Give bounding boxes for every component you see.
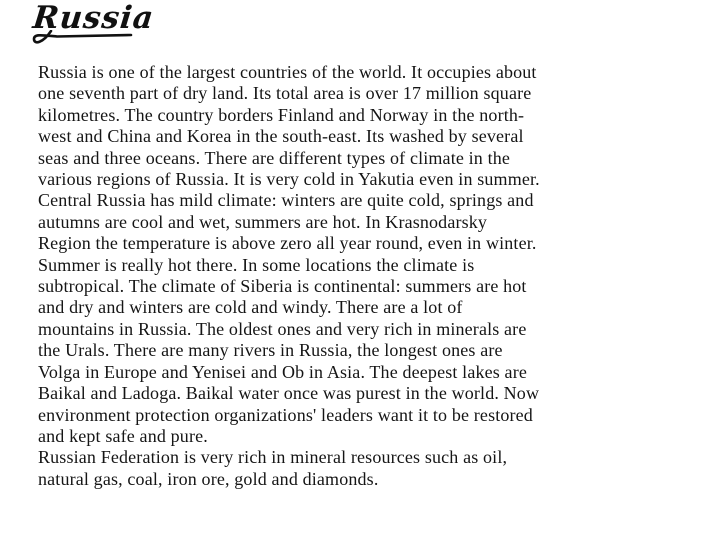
text-line: Volga in Europe and Yenisei and Ob in Asia. The deepest lakes are [38, 361, 527, 382]
text-line: Central Russia has mild climate: winters are quite cold, springs and [38, 190, 534, 211]
text-line: and dry and winters are cold and windy. There are a lot of [38, 297, 463, 318]
text-line: kilometres. The country borders Finland and Norway in the north- [38, 104, 525, 125]
document-body [38, 62, 678, 490]
text-line: one seventh part of dry land. Its total area is over 17 million square [38, 83, 532, 104]
text-line: Russia is one of the largest countries of the world. It occupies about [38, 62, 537, 82]
page-title: Russia [31, 0, 156, 36]
text-line: Russian Federation is very rich in mineral resources such as oil, [38, 447, 508, 468]
text-line: autumns are cool and wet, summers are hot. In Krasnodarsky [38, 211, 488, 232]
text-line: Summer is really hot there. In some locations the climate is [38, 254, 475, 275]
text-line: Region the temperature is above zero all year round, even in winter. [38, 233, 537, 254]
text-line: west and China and Korea in the south-east. Its washed by several [38, 126, 524, 147]
text-line: the Urals. There are many rivers in Russia, the longest ones are [38, 340, 503, 361]
text-line: and kept safe and pure. [38, 425, 208, 446]
text-line: seas and three oceans. There are different types of climate in the [38, 147, 511, 168]
text-line: Baikal and Ladoga. Baikal water once was purest in the world. Now [38, 383, 540, 404]
text-line: natural gas, coal, iron ore, gold and diamonds. [38, 468, 379, 489]
text-line: subtropical. The climate of Siberia is continental: summers are hot [38, 276, 527, 297]
text-line: various regions of Russia. It is very cold in Yakutia even in summer. [38, 169, 540, 190]
text-line: environment protection organizations' leaders want it to be restored [38, 404, 533, 425]
title-block [33, 0, 173, 46]
text-line: mountains in Russia. The oldest ones and very rich in minerals are [38, 318, 527, 339]
